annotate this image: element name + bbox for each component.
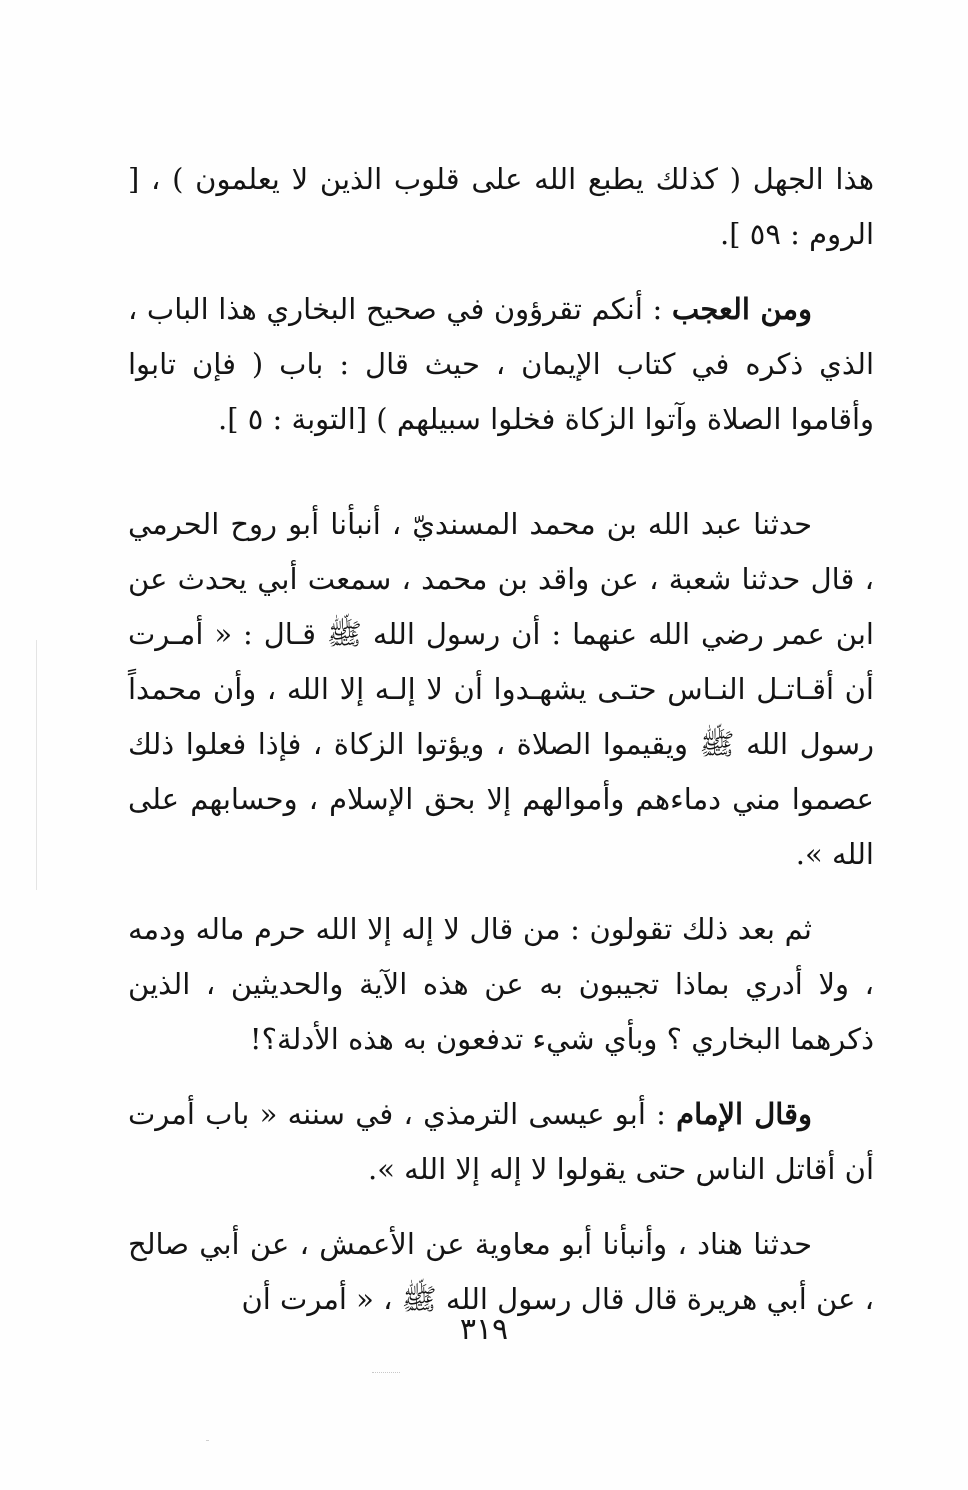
- paragraph-text: حدثنا عبد الله بن محمد المسنديّ ، أنبأنا أبو روح الحرمي ، قال حدثنا شعبة ، عن واقد بن محمد ، سمعت أبي يحدث عن ابن عمر رضي الله عنهما : أن رسول الله ﷺ قـال : « أمـرت أن أقـاتـل النـاس حتـى يشهـدوا أن لا إلـه إلا الله ، وأن محمداً رسول الله ﷺ ويقيموا الصلاة ، ويؤتوا الزكاة ، فإذا فعلوا ذلك عصموا مني دماءهم وأموالهم إلا بحق الإسلام ، وحسابهم على الله ».: [128, 507, 874, 871]
- scan-artifact: [206, 1440, 209, 1441]
- paragraph-lead-bold: ومن العجب: [671, 292, 812, 326]
- paragraph-objection: [128, 902, 874, 1067]
- paragraph-lead-bold: وقال الإمام: [676, 1097, 812, 1131]
- paragraph-hadith-ibn-umar: [128, 497, 874, 882]
- paragraph-text: ثم بعد ذلك تقولون : من قال لا إله إلا الله حرم ماله ودمه ، ولا أدري بماذا تجيبون به عن هذه الآية والحديثين ، الذين ذكرهما البخاري ؟ وبأي شيء تدفعون به هذه الأدلة؟!: [128, 912, 874, 1056]
- paragraph-text: هذا الجهل ( كذلك يطبع الله على قلوب الذين لا يعلمون ) ، [ الروم : ٥٩ ].: [128, 162, 874, 251]
- page-body-text: [128, 152, 874, 1327]
- scan-artifact: [372, 1372, 400, 1374]
- paragraph-text: : أنكم تقرؤون في صحيح البخاري هذا الباب ، الذي ذكره في كتاب الإيمان ، حيث قال : باب ( فإن تابوا وأقاموا الصلاة وآتوا الزكاة فخلوا سبيلهم ) [التوبة : ٥ ].: [128, 292, 874, 436]
- page-number: ٣١٩: [459, 1312, 509, 1347]
- paragraph-hadith-abu-hurayra: [128, 1217, 874, 1327]
- paragraph-bukhari-chapter: [128, 282, 874, 447]
- paragraph-quran-verse-rum: [128, 152, 874, 262]
- scan-margin-line: [36, 640, 37, 890]
- paragraph-text: حدثنا هناد ، وأنبأنا أبو معاوية عن الأعمش ، عن أبي صالح ، عن أبي هريرة قال قال رسول الله ﷺ ، « أمرت أن: [128, 1227, 874, 1316]
- paragraph-text: : أبو عيسى الترمذي ، في سننه « باب أمرت أن أقاتل الناس حتى يقولوا لا إله إلا الله ».: [128, 1097, 874, 1186]
- paragraph-tirmidhi: [128, 1087, 874, 1197]
